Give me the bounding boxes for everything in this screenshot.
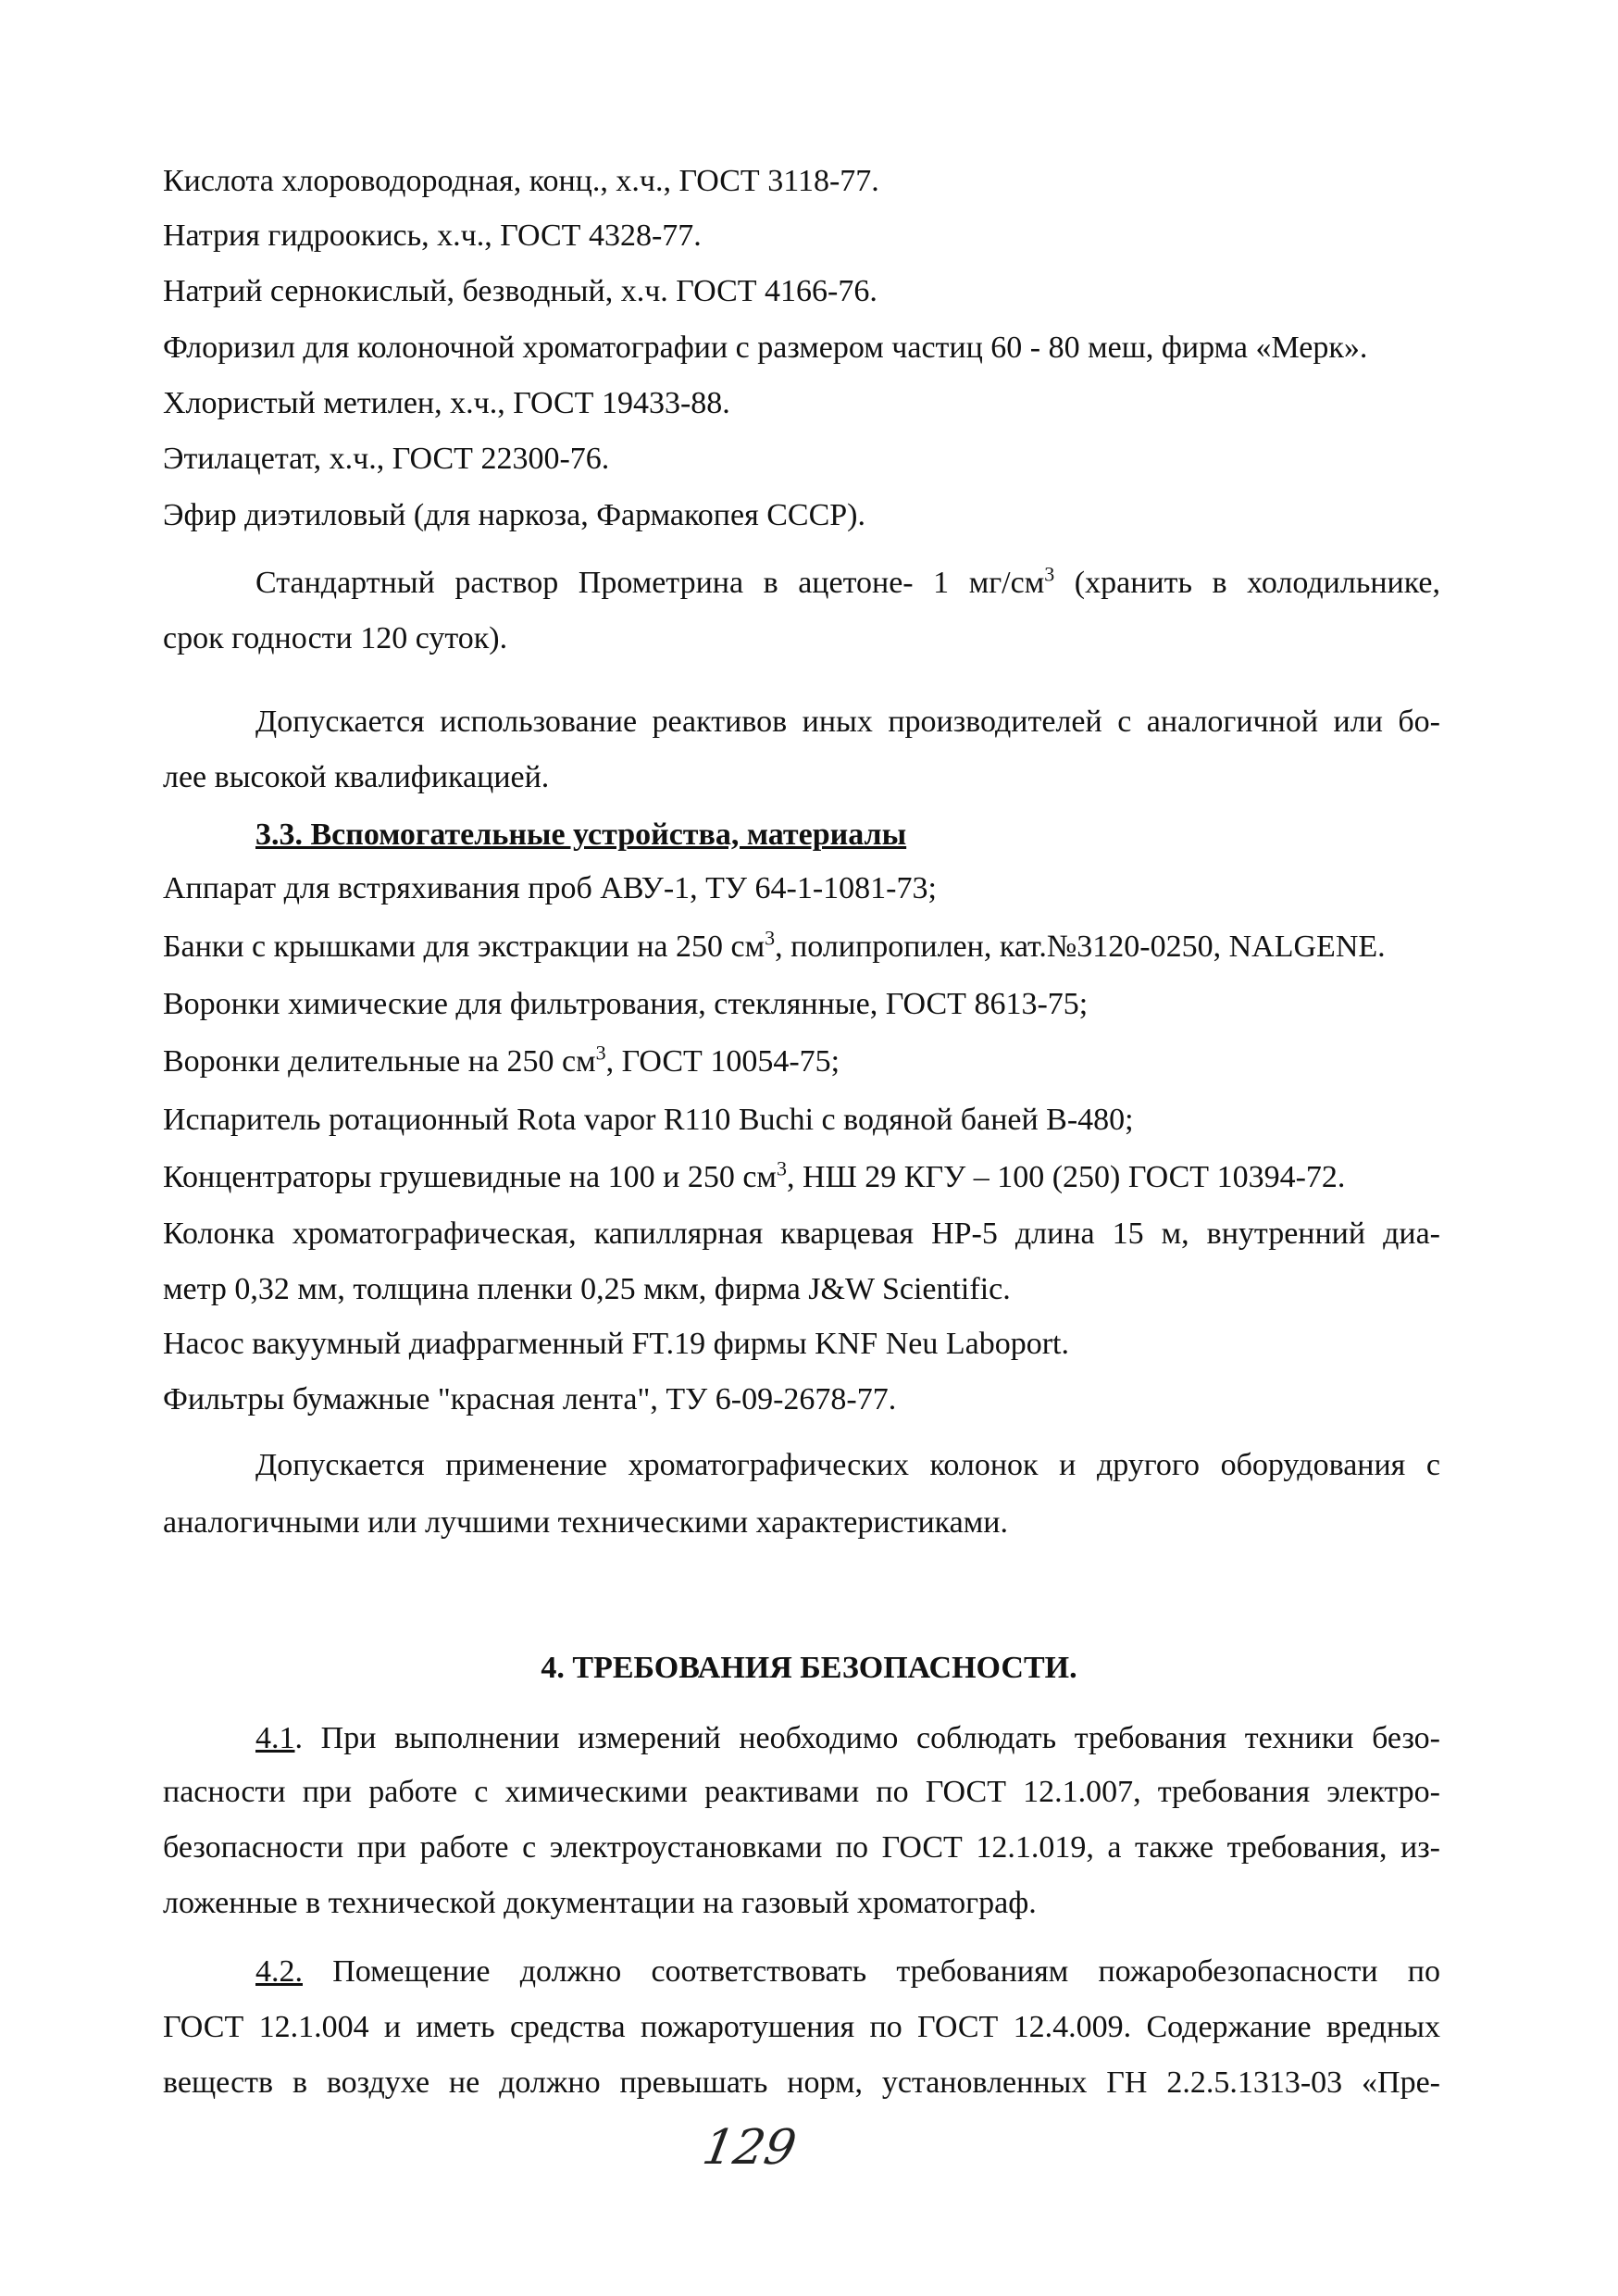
reagent-line: Этилацетат, х.ч., ГОСТ 22300-76. [163,442,610,476]
section-4-heading: 4. ТРЕБОВАНИЯ БЕЗОПАСНОСТИ. [541,1651,1077,1685]
page-number: 129 [698,2120,801,2176]
reagent-line: Натрия гидроокись, х.ч., ГОСТ 4328-77. [163,218,702,253]
reagent-line: Флоризил для колоночной хроматографии с размером частиц 60 - 80 меш, фирма «Мерк». [163,331,1368,365]
reagents-allowed-line: Допускается использование реактивов иных производителей с аналогичной или бо- [255,705,1440,739]
equipment-line: Воронки делительные на 250 $см^3$, ГОСТ 10054-75; [163,1041,840,1079]
paragraph-4-2-line: веществ в воздухе не должно превышать норм, установленных ГН 2.2.5.1313-03 «Пре- [163,2065,1440,2100]
equipment-line: Испаритель ротационный Rota vapor R110 Buchi с водяной баней В-480; [163,1103,1134,1137]
reagent-line: Эфир диэтиловый (для наркоза, Фармакопея СССР). [163,498,865,532]
equipment-allowed-line-2: аналогичными или лучшими техническими характеристиками. [163,1505,1008,1540]
equipment-line: Колонка хроматографическая, капиллярная кварцевая HP-5 длина 15 м, внутренний диа- [163,1217,1440,1251]
paragraph-4-2-line: 4.2. Помещение должно соответствовать требованиям пожаробезопасности по [255,1954,1440,1989]
standard-solution-line-2: срок годности 120 суток). [163,621,508,655]
equipment-line: Фильтры бумажные "красная лента", ТУ 6-09-2678-77. [163,1382,897,1416]
section-3-3-heading: 3.3. Вспомогательные устройства, материалы [255,817,907,852]
equipment-line: Банки с крышками для экстракции на 250 $см^3$, полипропилен, кат.№3120-0250, NALGENE. [163,926,1386,964]
reagents-allowed-line-2: лее высокой квалификацией. [163,760,550,794]
paragraph-4-1-line: 4.1. При выполнении измерений необходимо соблюдать требования техники безо- [255,1721,1440,1755]
paragraph-4-1-line: ложенные в технической документации на газовый хроматограф. [163,1886,1037,1920]
equipment-line: Воронки химические для фильтрования, стеклянные, ГОСТ 8613-75; [163,987,1089,1021]
paragraph-number: 4.2. [255,1954,303,1989]
paragraph-4-1-line: пасности при работе с химическими реактивами по ГОСТ 12.1.007, требования электро- [163,1775,1440,1809]
reagent-line: Хлористый метилен, х.ч., ГОСТ 19433-88. [163,386,730,420]
equipment-line: Концентраторы грушевидные на 100 и 250 $см^3$, НШ 29 КГУ – 100 (250) ГОСТ 10394-72. [163,1156,1346,1194]
paragraph-number: 4.1 [255,1721,295,1755]
reagent-line: Натрий сернокислый, безводный, х.ч. ГОСТ 4166-76. [163,274,877,308]
equipment-line: Насос вакуумный диафрагменный FT.19 фирмы KNF Neu Laboport. [163,1327,1069,1361]
equipment-line: Аппарат для встряхивания проб АВУ-1, ТУ 64-1-1081-73; [163,871,937,905]
reagent-line: Кислота хлороводородная, конц., х.ч., ГОСТ 3118-77. [163,164,879,198]
standard-solution-line: Стандартный раствор Прометрина в ацетоне- 1 $мг/см^3$ (хранить в холодильнике, [255,562,1440,600]
paragraph-4-2-line: ГОСТ 12.1.004 и иметь средства пожаротушения по ГОСТ 12.4.009. Содержание вредных [163,2010,1440,2044]
paragraph-4-1-line: безопасности при работе с электроустановками по ГОСТ 12.1.019, а также требования, из- [163,1830,1440,1865]
equipment-allowed-line: Допускается применение хроматографических колонок и другого оборудования с [255,1448,1440,1482]
equipment-line: метр 0,32 мм, толщина пленки 0,25 мкм, фирма J&W Scientific. [163,1272,1011,1306]
